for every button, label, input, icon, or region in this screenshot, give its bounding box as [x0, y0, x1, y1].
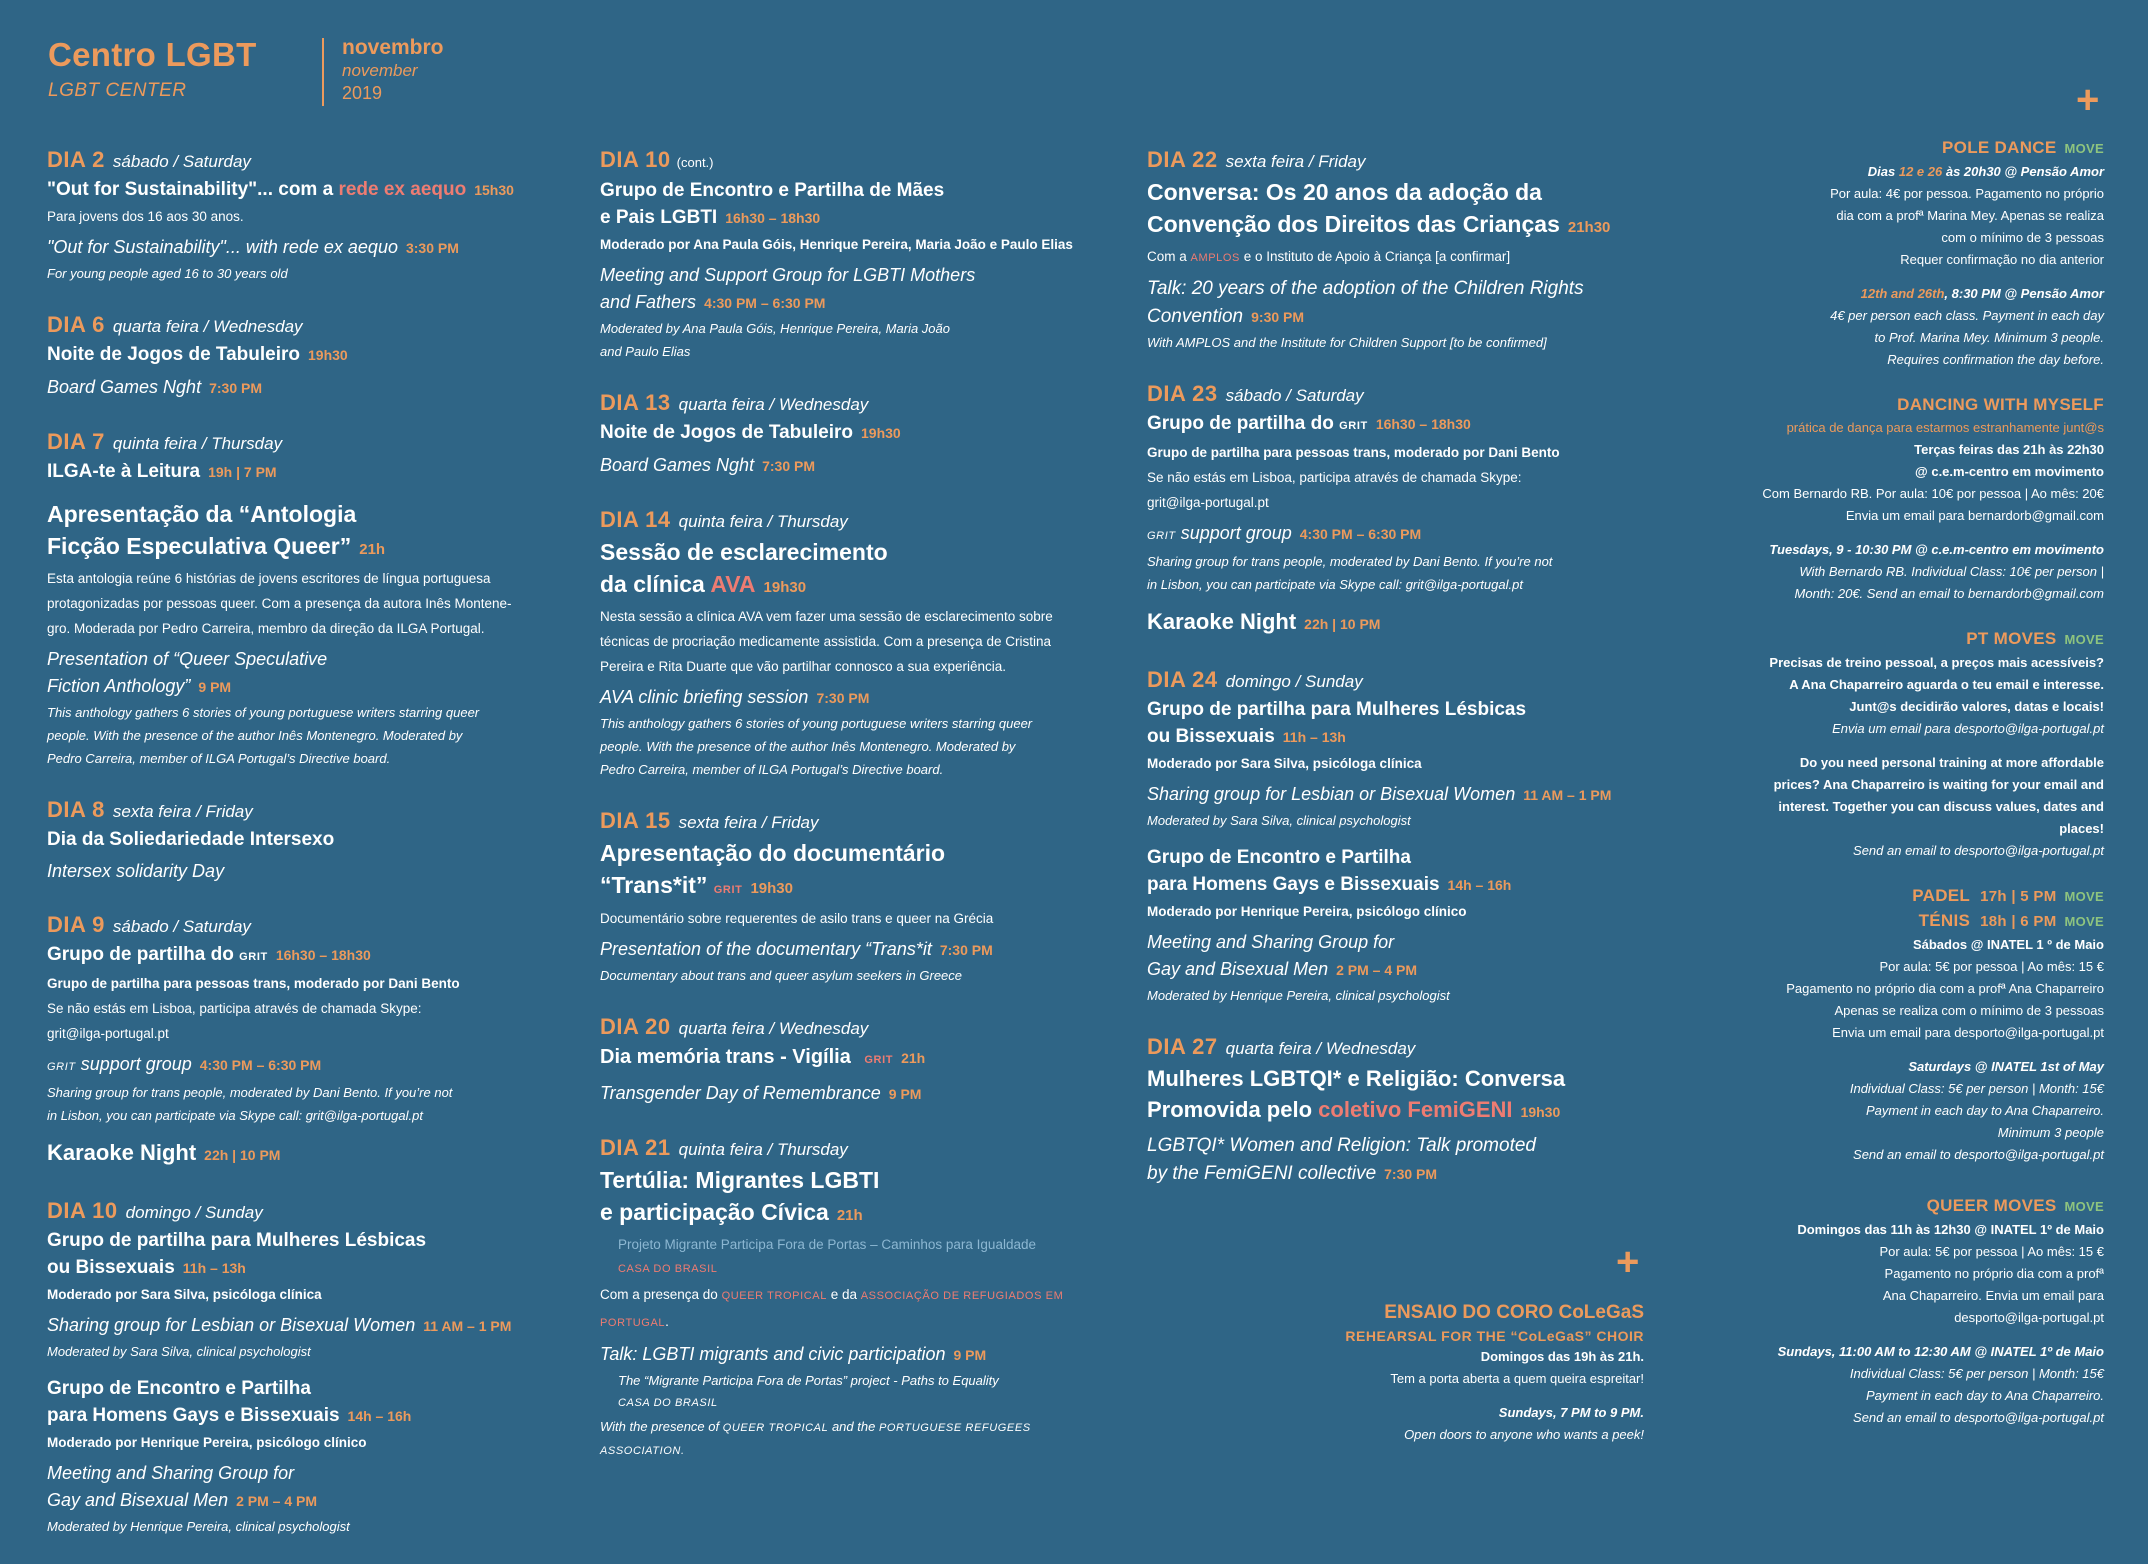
event-title-en: Meeting and Sharing Group for [1147, 932, 1395, 952]
block-line-en: Sundays, 11:00 AM to 12:30 AM @ INATEL 1º de Maio [1777, 1344, 2104, 1359]
event-desc-en: in Lisbon, you can participate via Skype call: grit@ilga-portugal.pt [1147, 577, 1523, 592]
block-line-en: Do you need personal training at more affordable [1799, 755, 2104, 770]
event-desc: Com a AMPLOS e o Instituto de Apoio à Criança [a confirmar] [1147, 249, 1511, 264]
event-desc-en: people. With the presence of the author Inês Montenegro. Moderated by [47, 728, 463, 743]
event-day: DIA 10 (cont.) [600, 147, 714, 172]
event-title: "Out for Sustainability"... com a rede ex aequo 15h30 [47, 179, 514, 200]
block-title: TÉNIS 18h | 6 PM MOVE [1918, 911, 2104, 930]
event-day: DIA 6 quarta feira / Wednesday [47, 312, 303, 337]
event-title-big: Promovida pelo coletivo FemiGENI 19h30 [1147, 1097, 1561, 1122]
event-desc-en: Pedro Carreira, member of ILGA Portugal’s Directive board. [600, 762, 944, 777]
event-title-en: Gay and Bisexual Men 2 PM – 4 PM [47, 1490, 318, 1510]
event-dia-8 [47, 796, 567, 885]
event-moderator: Moderado por Sara Silva, psicóloga clínica [47, 1287, 322, 1302]
event-desc: gro. Moderada por Pedro Carreira, membro da direção da ILGA Portugal. [47, 621, 485, 636]
block-title: PT MOVES MOVE [1966, 629, 2104, 648]
block-line-en: interest. Together you can discuss values, dates and [1778, 799, 2104, 814]
choir-schedule-en: Sundays, 7 PM to 9 PM. [1498, 1405, 1644, 1420]
dancing-with-myself-block [1700, 393, 2104, 605]
event-day: DIA 23 sábado / Saturday [1147, 381, 1364, 406]
event-desc-en: Moderated by Sara Silva, clinical psychologist [47, 1344, 311, 1359]
block-line-en: 4€ per person each class. Payment in each day [1830, 308, 2104, 323]
event-day: DIA 22 sexta feira / Friday [1147, 147, 1366, 172]
block-line: desporto@ilga-portugal.pt [1954, 1310, 2104, 1325]
plus-icon: + [2076, 78, 2100, 122]
event-title-en: Talk: 20 years of the adoption of the Children Rights [1147, 278, 1584, 299]
event-title: Dia da Soliedariedade Intersexo [47, 829, 335, 850]
block-line: @ c.e.m-centro em movimento [1915, 464, 2104, 479]
event-day: DIA 8 sexta feira / Friday [47, 797, 253, 822]
event-title-big: Convenção dos Direitos das Crianças 21h30 [1147, 211, 1611, 237]
event-moderator: Moderado por Henrique Pereira, psicólogo clínico [1147, 904, 1467, 919]
event-desc-en: Moderated by Ana Paula Góis, Henrique Pereira, Maria João [600, 321, 950, 336]
event-desc-en: This anthology gathers 6 stories of young portuguese writers starring queer [600, 716, 1033, 731]
block-line: A Ana Chaparreiro aguarda o teu email e interesse. [1789, 677, 2104, 692]
block-line: Requer confirmação no dia anterior [1900, 252, 2104, 267]
block-title: QUEER MOVES MOVE [1926, 1196, 2104, 1215]
block-line: Junt@s decidirão valores, datas e locais! [1849, 699, 2104, 714]
event-title-en: Board Games Nght 7:30 PM [47, 377, 262, 397]
event-day: DIA 24 domingo / Sunday [1147, 667, 1363, 692]
event-title-big: da clínica AVA 19h30 [600, 571, 807, 597]
block-line: Envia um email para desporto@ilga-portugal.pt [1832, 1025, 2104, 1040]
event-desc-en: ASSOCIATION. [600, 1445, 685, 1457]
month-en: november [342, 61, 418, 80]
event-title-en: Board Games Nght 7:30 PM [600, 455, 815, 475]
block-line-en: With Bernardo RB. Individual Class: 10€ per person | [1799, 564, 2104, 579]
block-line-en: Payment in each day to Ana Chaparreiro. [1866, 1388, 2104, 1403]
event-title: Grupo de Encontro e Partilha [47, 1378, 311, 1399]
event-project-en: The “Migrante Participa Fora de Portas” project - Paths to Equality [618, 1373, 999, 1388]
choir-subtitle: REHEARSAL FOR THE “CoLeGaS” CHOIR [1345, 1328, 1644, 1344]
event-desc: grit@ilga-portugal.pt [47, 1026, 169, 1041]
block-line-en: Individual Class: 5€ per person | Month: 15€ [1849, 1081, 2104, 1096]
event-title-en: by the FemiGENI collective 7:30 PM [1147, 1163, 1438, 1184]
block-line-en: places! [2059, 821, 2104, 836]
event-title: Noite de Jogos de Tabuleiro 19h30 [600, 422, 901, 443]
block-line: Ana Chaparreiro. Envia um email para [1882, 1288, 2104, 1303]
event-title: Grupo de partilha do GRIT 16h30 – 18h30 [1147, 413, 1471, 434]
choir-note-en: Open doors to anyone who wants a peek! [1404, 1427, 1644, 1442]
event-project: Projeto Migrante Participa Fora de Portas – Caminhos para Igualdade [618, 1237, 1036, 1252]
event-desc-en: people. With the presence of the author Inês Montenegro. Moderated by [600, 739, 1016, 754]
event-dia-24 [1147, 666, 1667, 1007]
block-line: Pagamento no próprio dia com a profª [1884, 1266, 2104, 1281]
event-title-big: Apresentação do documentário [600, 840, 946, 866]
event-dia-21 [600, 1134, 1120, 1463]
event-title-en: Meeting and Sharing Group for [47, 1463, 295, 1483]
event-desc: Se não estás em Lisboa, participa através de chamada Skype: [1147, 470, 1522, 485]
event-dia-20 [600, 1013, 1120, 1108]
event-desc: grit@ilga-portugal.pt [1147, 495, 1269, 510]
block-line: Dias 12 e 26 às 20h30 @ Pensão Amor [1867, 164, 2104, 179]
block-line-en: to Prof. Marina Mey. Minimum 3 people. [1874, 330, 2104, 345]
event-desc: PORTUGAL. [600, 1314, 669, 1329]
event-day: DIA 14 quinta feira / Thursday [600, 507, 848, 532]
event-dia-23 [1147, 380, 1667, 640]
event-title-big: e participação Cívica 21h [600, 1199, 863, 1225]
event-desc: Se não estás em Lisboa, participa através de chamada Skype: [47, 1001, 422, 1016]
column-3 [1147, 146, 1667, 1214]
event-day: DIA 13 quarta feira / Wednesday [600, 390, 869, 415]
event-day: DIA 9 sábado / Saturday [47, 912, 251, 937]
block-line-en: Requires confirmation the day before. [1887, 352, 2104, 367]
event-desc: Para jovens dos 16 aos 30 anos. [47, 209, 244, 224]
event-title-en: GRIT support group 4:30 PM – 6:30 PM [47, 1054, 322, 1074]
event-title: ou Bissexuais 11h – 13h [47, 1257, 246, 1278]
block-line: dia com a profª Marina Mey. Apenas se realiza [1836, 208, 2104, 223]
column-1 [47, 146, 567, 1564]
event-title-en: Sharing group for Lesbian or Bisexual Women 11 AM – 1 PM [1147, 784, 1612, 804]
event-title-big: Ficção Especulativa Queer” 21h [47, 533, 386, 559]
event-day: DIA 15 sexta feira / Friday [600, 808, 819, 833]
event-moderator: Grupo de partilha para pessoas trans, moderado por Dani Bento [47, 976, 460, 991]
event-org: CASA DO BRASIL [618, 1263, 718, 1275]
block-line-en: prices? Ana Chaparreiro is waiting for your email and [1773, 777, 2104, 792]
choir-note: Tem a porta aberta a quem queira espreitar! [1390, 1371, 1644, 1386]
event-desc: protagonizadas por pessoas queer. Com a presença da autora Inês Montene- [47, 596, 512, 611]
event-title-en: "Out for Sustainability"... with rede ex aequo 3:30 PM [47, 237, 459, 257]
event-title: Grupo de partilha para Mulheres Lésbicas [1147, 699, 1527, 720]
event-title-big: Tertúlia: Migrantes LGBTI [600, 1167, 880, 1193]
choir-title: ENSAIO DO CORO CoLeGaS [1384, 1302, 1644, 1323]
block-line-en: 12th and 26th, 8:30 PM @ Pensão Amor [1860, 286, 2104, 301]
event-title: Grupo de Encontro e Partilha de Mães [600, 180, 945, 201]
event-title-en: Convention 9:30 PM [1147, 306, 1305, 327]
page-subtitle: LGBT CENTER [48, 80, 187, 101]
event-title-big: Sessão de esclarecimento [600, 539, 888, 565]
plus-icon: + [1616, 1240, 1640, 1284]
event-title-big: Mulheres LGBTQI* e Religião: Conversa [1147, 1066, 1566, 1091]
block-title: POLE DANCE MOVE [1942, 138, 2104, 157]
block-title: DANCING WITH MYSELF [1897, 395, 2104, 414]
event-desc: Documentário sobre requerentes de asilo trans e queer na Grécia [600, 911, 994, 926]
event-desc-en: With the presence of QUEER TROPICAL and the PORTUGUESE REFUGEES [600, 1419, 1031, 1434]
padel-tenis-block [1700, 884, 2104, 1166]
block-line-en: Tuesdays, 9 - 10:30 PM @ c.e.m-centro em movimento [1769, 542, 2104, 557]
block-line-en: Saturdays @ INATEL 1st of May [1908, 1059, 2104, 1074]
event-desc: Esta antologia reúne 6 histórias de jovens escritores de língua portuguesa [47, 571, 491, 586]
event-dia-13 [600, 389, 1120, 480]
event-desc-en: Sharing group for trans people, moderated by Dani Bento. If you’re not [1147, 554, 1553, 569]
event-dia-7 [47, 428, 567, 770]
event-moderator: Moderado por Sara Silva, psicóloga clínica [1147, 756, 1422, 771]
event-title-en: Transgender Day of Remembrance 9 PM [600, 1083, 922, 1103]
page-title: Centro LGBT [48, 36, 257, 73]
pt-moves-block [1700, 627, 2104, 862]
event-moderator: Grupo de partilha para pessoas trans, moderado por Dani Bento [1147, 445, 1560, 460]
event-desc-en: Documentary about trans and queer asylum seekers in Greece [600, 968, 963, 983]
block-line-en: Month: 20€. Send an email to bernardorb@gmail.com [1794, 586, 2104, 601]
event-title-en: Talk: LGBTI migrants and civic participation 9 PM [600, 1344, 987, 1364]
header-divider [322, 38, 324, 106]
event-title-big: Conversa: Os 20 anos da adoção da [1147, 179, 1542, 205]
event-title-en: AVA clinic briefing session 7:30 PM [600, 687, 870, 707]
choir-schedule: Domingos das 19h às 21h. [1480, 1349, 1644, 1364]
event-title-en: Meeting and Support Group for LGBTI Mothers [600, 265, 976, 285]
event-desc-en: Moderated by Henrique Pereira, clinical psychologist [47, 1519, 350, 1534]
block-line: Apenas se realiza com o mínimo de 3 pessoas [1834, 1003, 2104, 1018]
event-desc: Com a presença do QUEER TROPICAL e da ASSOCIAÇÃO DE REFUGIADOS EM [600, 1287, 1064, 1302]
event-day: DIA 2 sábado / Saturday [47, 147, 251, 172]
event-title-big: “Trans*it” GRIT 19h30 [600, 872, 793, 898]
event-dia-6 [47, 311, 567, 402]
event-dia-15 [600, 807, 1120, 987]
event-title: para Homens Gays e Bissexuais 14h – 16h [1147, 874, 1512, 895]
event-title-en: Sharing group for Lesbian or Bisexual Women 11 AM – 1 PM [47, 1315, 512, 1335]
event-desc-en: Moderated by Henrique Pereira, clinical psychologist [1147, 988, 1450, 1003]
event-day: DIA 10 domingo / Sunday [47, 1198, 263, 1223]
karaoke-title: Karaoke Night 22h | 10 PM [1147, 609, 1381, 634]
block-line-en: Individual Class: 5€ per person | Month: 15€ [1849, 1366, 2104, 1381]
block-line-en: Payment in each day to Ana Chaparreiro. [1866, 1103, 2104, 1118]
event-dia-9 [47, 911, 567, 1171]
event-dia-22 [1147, 146, 1667, 354]
event-title: para Homens Gays e Bissexuais 14h – 16h [47, 1405, 412, 1426]
block-line: Pagamento no próprio dia com a profª Ana Chaparreiro [1786, 981, 2104, 996]
event-desc-en: Moderated by Sara Silva, clinical psychologist [1147, 813, 1411, 828]
event-title-en: Intersex solidarity Day [47, 861, 225, 881]
block-line: Precisas de treino pessoal, a preços mais acessíveis? [1769, 655, 2104, 670]
event-desc-en: This anthology gathers 6 stories of young portuguese writers starring queer [47, 705, 480, 720]
queer-moves-block [1700, 1194, 2104, 1429]
event-day: DIA 27 quarta feira / Wednesday [1147, 1034, 1416, 1059]
event-desc: Pereira e Rita Duarte que vão partilhar connosco a sua experiência. [600, 659, 1006, 674]
event-desc-en: With AMPLOS and the Institute for Children Support [to be confirmed] [1147, 335, 1547, 350]
event-desc-en: in Lisbon, you can participate via Skype call: grit@ilga-portugal.pt [47, 1108, 423, 1123]
event-title: Noite de Jogos de Tabuleiro 19h30 [47, 344, 348, 365]
month-pt: novembro [342, 36, 444, 59]
block-title: PADEL 17h | 5 PM MOVE [1912, 886, 2104, 905]
event-title-big: Apresentação da “Antologia [47, 501, 357, 527]
event-day: DIA 20 quarta feira / Wednesday [600, 1014, 869, 1039]
event-desc-en: Pedro Carreira, member of ILGA Portugal’s Directive board. [47, 751, 391, 766]
block-line-en: Minimum 3 people [1997, 1125, 2104, 1140]
block-line: Envia um email para bernardorb@gmail.com [1845, 508, 2104, 523]
pole-dance-block [1700, 136, 2104, 371]
block-line: com o mínimo de 3 pessoas [1941, 230, 2104, 245]
event-desc: técnicas de procriação medicamente assistida. Com a presença de Cristina [600, 634, 1051, 649]
event-day: DIA 21 quinta feira / Thursday [600, 1135, 848, 1160]
block-line-en: Send an email to desporto@ilga-portugal.pt [1853, 1147, 2104, 1162]
year: 2019 [342, 83, 383, 103]
event-desc-en: For young people aged 16 to 30 years old [47, 266, 288, 281]
event-dia-10-cont [600, 146, 1120, 363]
event-title: Dia memória trans - Vigília GRIT 21h [600, 1046, 926, 1068]
event-moderator: Moderado por Henrique Pereira, psicólogo clínico [47, 1435, 367, 1450]
block-line: Envia um email para desporto@ilga-portugal.pt [1832, 721, 2104, 736]
event-title: Grupo de partilha do GRIT 16h30 – 18h30 [47, 944, 371, 965]
block-line: Com Bernardo RB. Por aula: 10€ por pessoa | Ao mês: 20€ [1762, 486, 2104, 501]
block-line: Terças feiras das 21h às 22h30 [1914, 442, 2104, 457]
event-dia-10 [47, 1197, 567, 1538]
block-line: Domingos das 11h às 12h30 @ INATEL 1º de Maio [1797, 1222, 2104, 1237]
event-title: ILGA-te à Leitura 19h | 7 PM [47, 461, 277, 482]
event-dia-27 [1147, 1033, 1667, 1188]
event-dia-14 [600, 506, 1120, 781]
event-title-en: Presentation of the documentary “Trans*it 7:30 PM [600, 939, 993, 959]
event-title-en: Gay and Bisexual Men 2 PM – 4 PM [1147, 959, 1418, 979]
sports-sidebar [1700, 136, 2104, 1451]
event-title: Grupo de Encontro e Partilha [1147, 847, 1411, 868]
block-subtitle: prática de dança para estarmos estranhamente junt@s [1786, 420, 2104, 435]
event-title: ou Bissexuais 11h – 13h [1147, 726, 1346, 747]
event-day: DIA 7 quinta feira / Thursday [47, 429, 283, 454]
block-line-en: Send an email to desporto@ilga-portugal.pt [1853, 1410, 2104, 1425]
event-title: e Pais LGBTI 16h30 – 18h30 [600, 207, 821, 228]
karaoke-title: Karaoke Night 22h | 10 PM [47, 1140, 281, 1165]
block-line-en: Send an email to desporto@ilga-portugal.pt [1853, 843, 2104, 858]
choir-rehearsal [1230, 1300, 1644, 1446]
event-title-en: Presentation of “Queer Speculative [47, 649, 328, 669]
event-dia-2 [47, 146, 567, 285]
block-line: Por aula: 5€ por pessoa | Ao mês: 15 € [1879, 1244, 2104, 1259]
event-org-en: CASA DO BRASIL [618, 1397, 718, 1409]
block-line: Por aula: 5€ por pessoa | Ao mês: 15 € [1879, 959, 2104, 974]
column-2 [600, 146, 1120, 1489]
event-title: Grupo de partilha para Mulheres Lésbicas [47, 1230, 427, 1251]
event-moderator: Moderado por Ana Paula Góis, Henrique Pereira, Maria João e Paulo Elias [600, 237, 1073, 252]
event-desc-en: Sharing group for trans people, moderated by Dani Bento. If you’re not [47, 1085, 453, 1100]
block-line: Por aula: 4€ por pessoa. Pagamento no próprio [1830, 186, 2104, 201]
event-title-en: LGBTQI* Women and Religion: Talk promoted [1147, 1135, 1536, 1156]
event-title-en: and Fathers 4:30 PM – 6:30 PM [600, 292, 826, 312]
event-title-en: Fiction Anthology” 9 PM [47, 676, 232, 696]
block-line: Sábados @ INATEL 1 º de Maio [1912, 937, 2104, 952]
event-desc-en: and Paulo Elias [600, 344, 691, 359]
event-desc: Nesta sessão a clínica AVA vem fazer uma sessão de esclarecimento sobre [600, 609, 1053, 624]
event-title-en: GRIT support group 4:30 PM – 6:30 PM [1147, 523, 1422, 543]
